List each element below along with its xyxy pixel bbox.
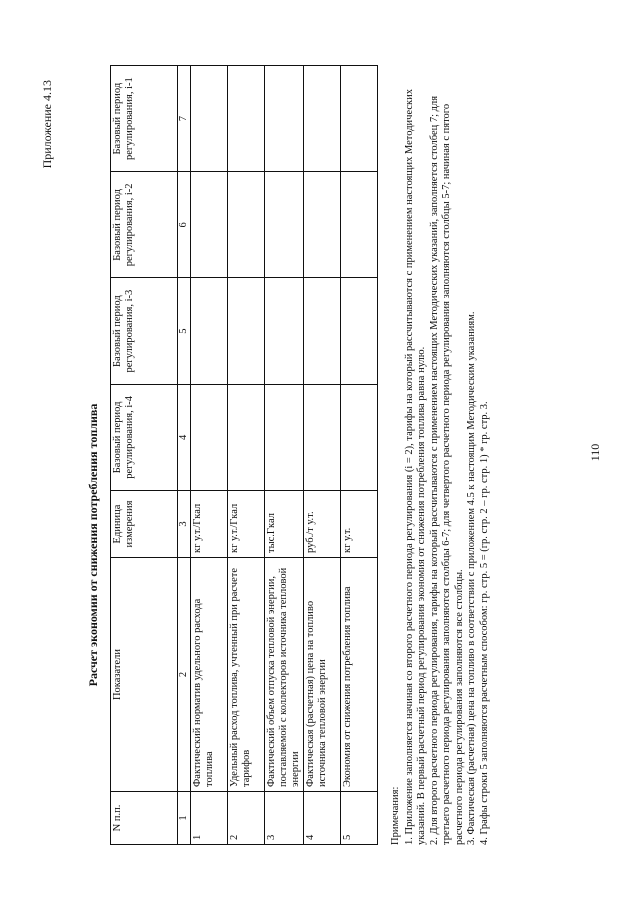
column-number: 3 <box>178 491 191 558</box>
empty-cell <box>304 278 341 384</box>
empty-cell <box>228 278 265 384</box>
notes-heading: Примечания: <box>390 786 401 845</box>
empty-cell <box>265 278 304 384</box>
empty-cell <box>341 278 378 384</box>
header-period-i-2: Базовый период регулирования, i-2 <box>111 172 178 278</box>
header-indicator: Показатели <box>111 558 178 792</box>
row-number: 3 <box>265 792 304 845</box>
empty-cell <box>341 384 378 490</box>
row-unit: кг у.т./Гкал <box>228 491 265 558</box>
empty-cell <box>341 172 378 278</box>
column-number: 6 <box>178 172 191 278</box>
notes-section <box>390 85 491 845</box>
row-number: 1 <box>191 792 228 845</box>
table-row <box>304 66 341 845</box>
row-unit: кг у.т. <box>341 491 378 558</box>
note-item: 2. Для второго расчетного периода регулирования, тарифы на который рассчитываются с применением настоящих Методических указаний, заполняется столбец 7; для третьего расчетного периода регулирования заполняются столбцы 6-7; для четвертого расчетного периода регулирования заполняются столбцы 5-7; начиная с пятого расчетного периода регулирования заполняются все столбцы. <box>428 95 465 845</box>
page-number: 110 <box>588 443 602 462</box>
empty-cell <box>304 66 341 172</box>
header-period-i-4: Базовый период регулирования, i-4 <box>111 384 178 490</box>
fuel-savings-table <box>110 65 378 845</box>
empty-cell <box>304 384 341 490</box>
column-number: 2 <box>178 558 191 792</box>
document-title: Расчет экономии от снижения потребления топлива <box>86 403 100 687</box>
empty-cell <box>191 66 228 172</box>
empty-cell <box>265 172 304 278</box>
empty-cell <box>265 384 304 490</box>
column-number: 1 <box>178 792 191 845</box>
note-item: 3. Фактическая (расчетная) цена на топливо в соответствии с приложением 4.5 к настоящим Методическим указаниям. <box>466 311 477 845</box>
empty-cell <box>265 66 304 172</box>
empty-cell <box>228 172 265 278</box>
row-number: 4 <box>304 792 341 845</box>
empty-cell <box>341 66 378 172</box>
row-indicator: Экономия от снижения потребления топлива <box>341 558 378 792</box>
empty-cell <box>191 278 228 384</box>
row-indicator: Фактический объем отпуска тепловой энергии, поставляемой с коллекторов источника тепловой энергии <box>265 558 304 792</box>
empty-cell <box>191 172 228 278</box>
header-unit: Единица измерения <box>111 491 178 558</box>
row-indicator: Удельный расход топлива, учтенный при расчете тарифов <box>228 558 265 792</box>
column-number: 5 <box>178 278 191 384</box>
row-indicator: Фактический норматив удельного расхода топлива <box>191 558 228 792</box>
row-unit: руб./т у.т. <box>304 491 341 558</box>
table-header-row <box>111 66 178 845</box>
appendix-label: Приложение 4.13 <box>40 80 54 169</box>
note-item: 1. Приложение заполняется начиная со второго расчетного периода регулирования (i = 2), тарифы на который рассчитываются с применением настоящих Методических указаний. В первый расчетный период регулирования экономия от снижения потребления топлива равна нулю. <box>403 89 427 845</box>
empty-cell <box>228 66 265 172</box>
row-indicator: Фактическая (расчетная) цена на топливо источника тепловой энергии <box>304 558 341 792</box>
row-number: 5 <box>341 792 378 845</box>
header-period-i-3: Базовый период регулирования, i-3 <box>111 278 178 384</box>
table-row <box>341 66 378 845</box>
row-unit: тыс.Гкал <box>265 491 304 558</box>
table-row <box>228 66 265 845</box>
empty-cell <box>191 384 228 490</box>
column-number: 7 <box>178 66 191 172</box>
row-unit: кг у.т./Гкал <box>191 491 228 558</box>
header-num: N п.п. <box>111 792 178 845</box>
empty-cell <box>304 172 341 278</box>
column-number: 4 <box>178 384 191 490</box>
column-number-row <box>178 66 191 845</box>
table-row <box>265 66 304 845</box>
row-number: 2 <box>228 792 265 845</box>
header-period-i-1: Базовый период регулирования, i-1 <box>111 66 178 172</box>
empty-cell <box>228 384 265 490</box>
table-row <box>191 66 228 845</box>
note-item: 4. Графы строки 5 заполняются расчетным способом: гр. стр. 5 = (гр. стр. 2 – гр. стр. 1) * гр. стр. 3. <box>478 401 490 845</box>
